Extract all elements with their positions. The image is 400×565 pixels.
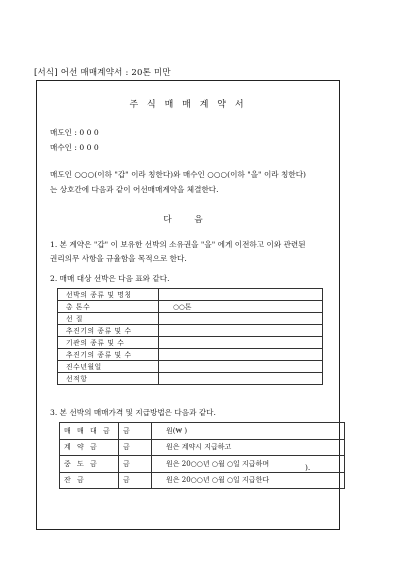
payment-unit: 금: [119, 472, 152, 489]
clause-2: 2. 매매 대상 선박은 다음 표와 같다.: [50, 274, 170, 283]
payment-tail: ).: [305, 463, 311, 472]
vessel-table: [57, 288, 323, 385]
vessel-label: 추진기의 종류 및 수: [58, 325, 159, 337]
vessel-label: 선 질: [58, 313, 159, 325]
table-row: [58, 361, 323, 373]
payment-unit: 금: [119, 439, 152, 456]
payment-desc: 원은 계약시 지급하고: [152, 439, 345, 456]
table-row: [58, 289, 323, 301]
payment-kind: 중 도 금: [60, 456, 119, 473]
payment-desc: 원(₩ ): [152, 423, 345, 440]
table-row: [58, 349, 323, 361]
clause-3: 3. 본 선박의 매매가격 및 지급방법은 다음과 같다.: [50, 408, 216, 417]
payment-kind: 잔 금: [60, 472, 119, 489]
clause-1-line-2: 권리의무 사항을 규율함을 목적으로 한다.: [50, 254, 187, 263]
seller-line: 매도인 : 0 0 0: [50, 128, 99, 137]
subtitle: 다 음: [163, 215, 213, 225]
payment-desc: 원은 20○○년 ○월 ○일 지급한다: [152, 472, 345, 489]
payment-kind: 계 약 금: [60, 439, 119, 456]
contract-title: 주 식 매 매 계 약 서: [129, 100, 247, 110]
vessel-value: [159, 361, 323, 373]
payment-desc: 원은 20○○년 ○월 ○일 지급하며: [152, 456, 345, 473]
table-row: [58, 313, 323, 325]
table-row: [60, 456, 345, 473]
contract-frame: [36, 80, 340, 530]
vessel-label: 총 톤수: [58, 301, 159, 313]
intro-line-1: 매도인 ○○○(이하 "갑" 이라 칭한다)와 매수인 ○○○(이하 "을" 이라 칭한다): [50, 170, 307, 179]
vessel-label: 기관의 종류 및 수: [58, 337, 159, 349]
table-row: [58, 325, 323, 337]
vessel-value: [159, 313, 323, 325]
vessel-label: 진수년월일: [58, 361, 159, 373]
vessel-label: 선박의 종류 및 명칭: [58, 289, 159, 301]
payment-unit: 금: [119, 456, 152, 473]
vessel-value: ○○톤: [159, 301, 323, 313]
vessel-value: [159, 289, 323, 301]
intro-line-2: 는 상호간에 다음과 같이 어선매매계약을 체결한다.: [50, 185, 219, 194]
form-caption: [서식] 어선 매매계약서 : 20톤 미만: [34, 68, 171, 78]
vessel-label: 추진기의 종류 및 수: [58, 349, 159, 361]
vessel-value: [159, 373, 323, 385]
vessel-value: [159, 325, 323, 337]
vessel-value: [159, 349, 323, 361]
vessel-value: [159, 337, 323, 349]
table-row: [58, 373, 323, 385]
payment-table: [59, 422, 345, 489]
table-row: [60, 423, 345, 440]
clause-1-line-1: 1. 본 계약은 "갑" 이 보유한 선박의 소유권을 "을" 에게 이전하고 이와 관련된: [50, 240, 306, 249]
payment-unit: 금: [119, 423, 152, 440]
vessel-label: 선적항: [58, 373, 159, 385]
table-row: [60, 439, 345, 456]
table-row: [58, 301, 323, 313]
table-row: [58, 337, 323, 349]
table-row: [60, 472, 345, 489]
buyer-line: 매수인 : 0 0 0: [50, 143, 99, 152]
payment-kind: 매 매 대 금: [60, 423, 119, 440]
